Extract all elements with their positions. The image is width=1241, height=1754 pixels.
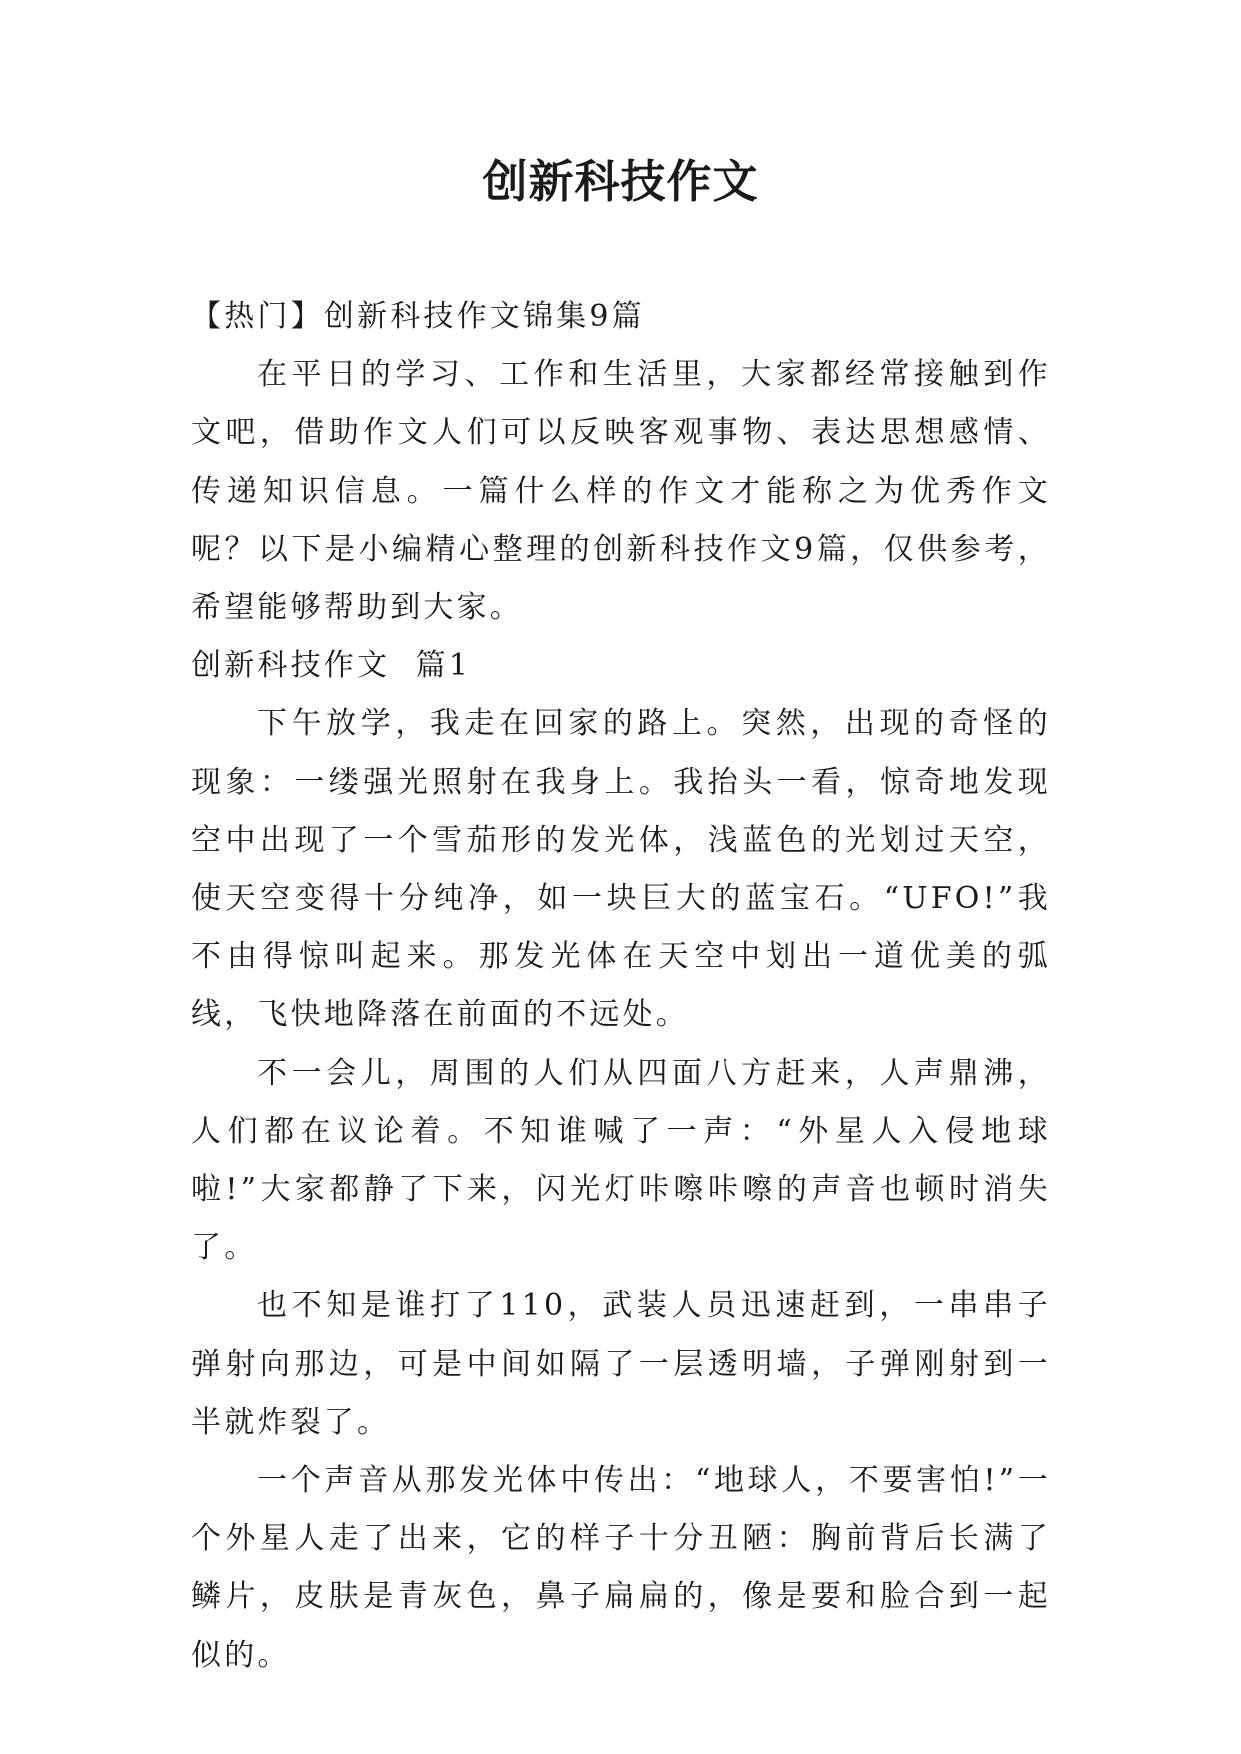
section-heading: 创新科技作文 篇1 [191, 648, 472, 684]
story-paragraph-1: 下午放学，我走在回家的路上。突然，出现的奇怪的现象：一缕强光照射在我身上。我抬头一看，惊奇地发现空中出现了一个雪茄形的发光体，浅蓝色的光划过天空，使天空变得十分纯净，如一块巨大的蓝宝石。“UFO!”我不由得惊叫起来。那发光体在天空中划出一道优美的弧线，飞快地降落在前面的不远处。 [191, 706, 1051, 1033]
story-paragraph-2: 不一会儿，周围的人们从四面八方赶来，人声鼎沸，人们都在议论着。不知谁喊了一声：“外星人入侵地球啦!”大家都静了下来，闪光灯咔嚓咔嚓的声音也顿时消失了。 [191, 1055, 1051, 1266]
intro-paragraph: 在平日的学习、工作和生活里，大家都经常接触到作文吧，借助作文人们可以反映客观事物、表达思想感情、传递知识信息。一篇什么样的作文才能称之为优秀作文呢？以下是小编精心整理的创新科技作文9篇，仅供参考，希望能够帮助到大家。 [191, 357, 1051, 626]
story-paragraph-3: 也不知是谁打了110，武装人员迅速赶到，一串串子弹射向那边，可是中间如隔了一层透明墙，子弹刚射到一半就炸裂了。 [191, 1288, 1051, 1440]
document-title: 创新科技作文 [482, 155, 759, 208]
document-subtitle: 【热门】创新科技作文锦集9篇 [191, 299, 645, 334]
story-paragraph-4: 一个声音从那发光体中传出：“地球人，不要害怕!”一个外星人走了出来，它的样子十分丑陋：胸前背后长满了鳞片，皮肤是青灰色，鼻子扁扁的，像是要和脸合到一起似的。 [191, 1463, 1051, 1673]
document-body [191, 288, 1051, 1685]
